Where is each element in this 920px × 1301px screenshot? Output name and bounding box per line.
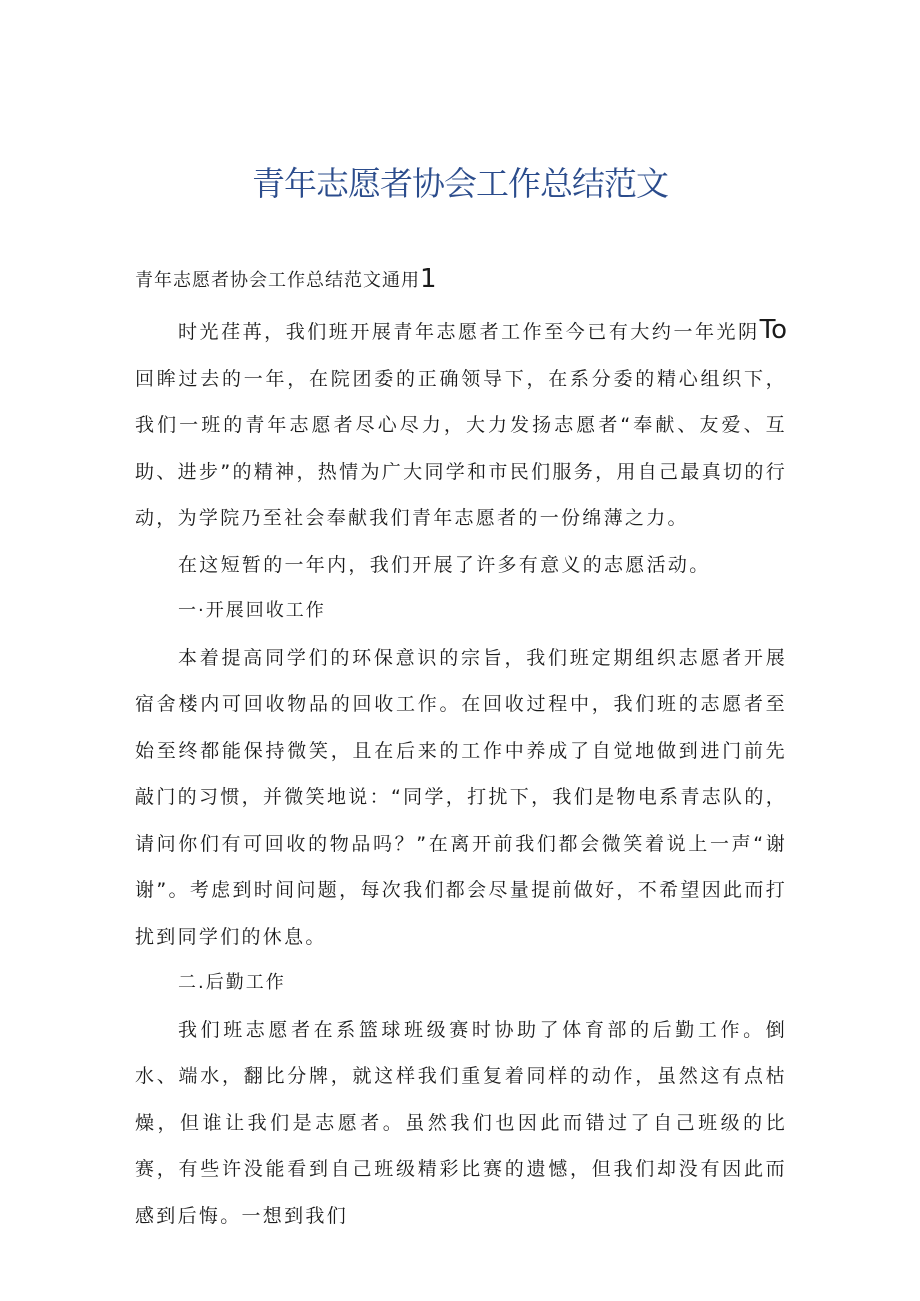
section-heading-recycling: 一·开展回收工作: [178, 600, 326, 621]
paragraph-intro: [135, 307, 787, 542]
section-heading-logistics: 二.后勤工作: [178, 972, 286, 993]
subtitle-number: 1: [420, 264, 438, 294]
paragraph-logistics: 我们班志愿者在系篮球班级赛时协助了体育部的后勤工作。倒水、端水，翻比分牌，就这样我们重复着同样的动作，虽然这有点枯燥，但谁让我们是志愿者。虽然我们也因此而错过了自己班级的比赛，有些许没能看到自己班级精彩比赛的遗憾，但我们却没有因此而感到后悔。一想到我们: [135, 1018, 787, 1227]
document-subtitle: [135, 262, 438, 298]
paragraph-intro-latin: To: [759, 315, 787, 345]
paragraph-recycling: 本着提高同学们的环保意识的宗旨，我们班定期组织志愿者开展宿舍楼内可回收物品的回收工作。在回收过程中，我们班的志愿者至始至终都能保持微笑，且在后来的工作中养成了自觉地做到进门前先敲门的习惯，并微笑地说：“同学，打扰下，我们是物电系青志队的，请问你们有可回收的物品吗？”在离开前我们都会微笑着说上一声“谢谢”。考虑到时间问题，每次我们都会尽量提前做好，不希望因此而打扰到同学们的休息。: [135, 646, 787, 948]
paragraph-intro-part2: 回眸过去的一年，在院团委的正确领导下，在系分委的精心组织下，我们一班的青年志愿者尽心尽力，大力发扬志愿者“奉献、友爱、互助、进步”的精神，热情为广大同学和市民们服务，用自己最真切的行动，为学院乃至社会奉献我们青年志愿者的一份绵薄之力。: [135, 367, 787, 529]
paragraph-intro-part1: 时光荏苒，我们班开展青年志愿者工作至今已有大约一年光阴: [178, 321, 760, 343]
document-title: 青年志愿者协会工作总结范文: [252, 164, 668, 203]
subtitle-text: 青年志愿者协会工作总结范文通用: [135, 270, 420, 291]
paragraph-activities: 在这短暂的一年内，我们开展了许多有意义的志愿活动。: [178, 553, 711, 576]
document-body: [135, 307, 787, 1239]
